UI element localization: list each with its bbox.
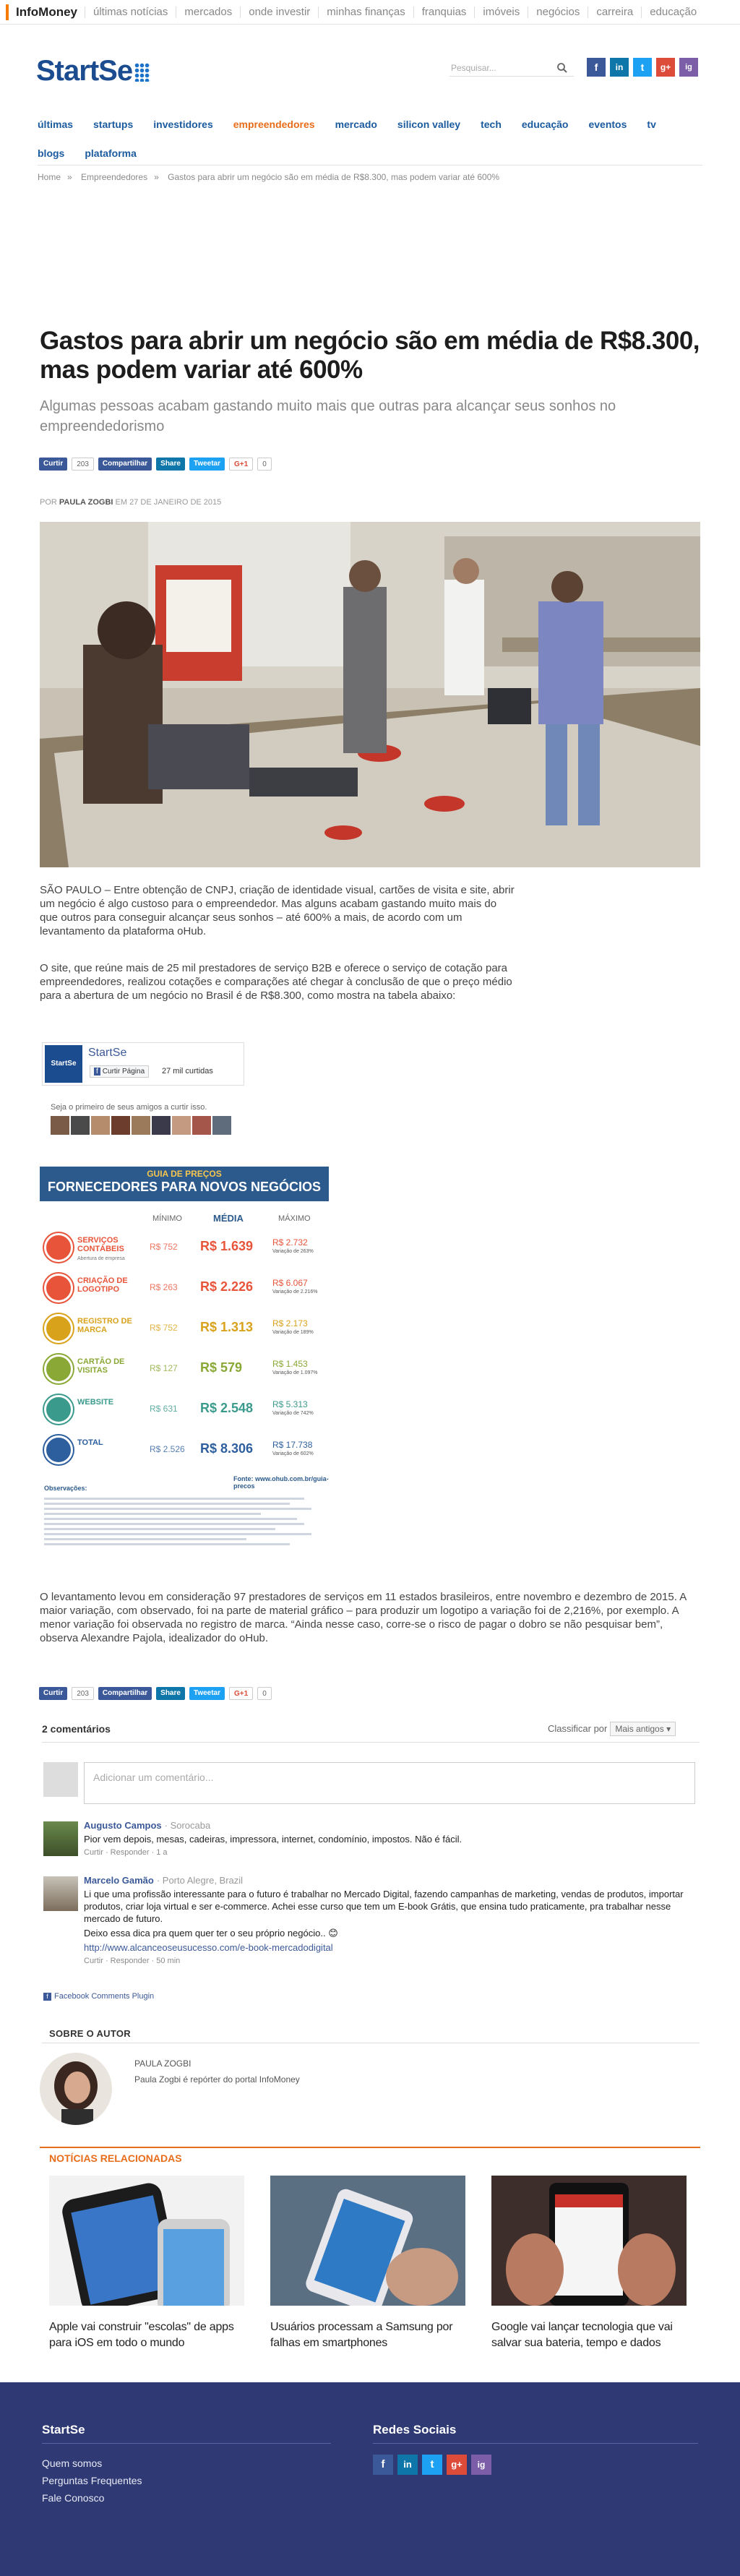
linkedin-share-button[interactable]: Share xyxy=(156,1687,185,1700)
breadcrumb-current: Gastos para abrir um negócio são em média de R$8.300, mas podem variar até 600% xyxy=(168,172,500,182)
comment-actions[interactable]: Curtir · Responder · 1 a xyxy=(84,1848,168,1857)
nav-item[interactable]: empreendedores xyxy=(233,119,315,130)
related-title[interactable]: Usuários processam a Samsung por falhas em smartphones xyxy=(270,2321,453,2349)
top-nav xyxy=(85,7,705,18)
price-min: R$ 263 xyxy=(150,1282,178,1292)
search-input[interactable]: Pesquisar... xyxy=(449,59,574,77)
related-title[interactable]: Apple vai construir "escolas" de apps para iOS em todo o mundo xyxy=(49,2321,234,2349)
price-avg: R$ 8.306 xyxy=(200,1441,254,1456)
price-max: R$ 2.173 xyxy=(272,1318,308,1328)
tweet-button[interactable]: Tweetar xyxy=(189,458,225,471)
price-row xyxy=(40,1230,329,1266)
infomoney-logo[interactable]: InfoMoney xyxy=(6,4,85,20)
price-max: R$ 1.453 xyxy=(272,1359,308,1369)
startse-page-logo: StartSe xyxy=(45,1045,82,1083)
related-article[interactable] xyxy=(491,2176,687,2351)
nav-item[interactable]: investidores xyxy=(153,119,213,130)
price-avg: R$ 2.226 xyxy=(200,1279,254,1294)
price-variation: Variação de 1.097% xyxy=(272,1370,318,1375)
nav-item[interactable]: últimas xyxy=(38,119,74,130)
author-link[interactable]: PAULA ZOGBI xyxy=(59,498,113,507)
linkedin-icon[interactable]: in xyxy=(397,2455,418,2475)
top-nav-item[interactable]: negócios xyxy=(528,7,588,18)
category-sub: Abertura de empresa xyxy=(77,1256,125,1261)
nav-item[interactable]: eventos xyxy=(588,119,627,130)
col-avg-header: MÉDIA xyxy=(213,1213,244,1224)
category-icon xyxy=(44,1435,73,1464)
price-variation: Variação de 263% xyxy=(272,1249,314,1254)
top-nav-item[interactable]: mercados xyxy=(176,7,240,18)
col-max-header: MÁXIMO xyxy=(278,1214,311,1223)
facebook-icon: f xyxy=(94,1068,100,1076)
price-min: R$ 631 xyxy=(150,1404,178,1414)
instagram-icon[interactable]: ig xyxy=(471,2455,491,2475)
footer-link[interactable]: Quem somos xyxy=(42,2457,103,2469)
price-avg: R$ 2.548 xyxy=(200,1401,254,1415)
category-label: CRIAÇÃO DE LOGOTIPO xyxy=(77,1276,128,1294)
article-paragraph: SÃO PAULO – Entre obtenção de CNPJ, criação de identidade visual, cartões de visita e site, abrir um negócio é algo custoso para o empreendedor. Mas alguns acabam gastando muito mais do que outros para conseguir alcançar seus sonhos – até 600% a mais, de acordo com um levantamento da plataforma oHub. xyxy=(40,884,515,937)
top-nav-item[interactable]: últimas notícias xyxy=(85,7,176,18)
comment-actions[interactable]: Curtir · Responder · 50 min xyxy=(84,1957,181,1965)
comment-text: Deixo essa dica pra quem quer ter o seu próprio negócio.. 😊 xyxy=(84,1928,338,1939)
col-min-header: MÍNIMO xyxy=(152,1214,182,1223)
author-photo xyxy=(40,2053,112,2125)
price-max: R$ 2.732 xyxy=(272,1237,308,1248)
avatar xyxy=(43,1876,78,1911)
price-row xyxy=(40,1352,329,1388)
breadcrumb-home[interactable]: Home xyxy=(38,172,61,182)
infographic-notes xyxy=(44,1495,319,1548)
category-label: CARTÃO DE VISITAS xyxy=(77,1357,125,1375)
related-title[interactable]: Google vai lançar tecnologia que vai salvar sua bateria, tempo e dados xyxy=(491,2321,673,2349)
category-icon xyxy=(44,1354,73,1383)
nav-item[interactable]: tech xyxy=(481,119,502,130)
tweet-button[interactable]: Tweetar xyxy=(189,1687,225,1700)
avatar xyxy=(43,1762,78,1797)
fb-share-button[interactable]: Compartilhar xyxy=(98,458,152,471)
related-heading: NOTÍCIAS RELACIONADAS xyxy=(49,2152,182,2164)
linkedin-share-button[interactable]: Share xyxy=(156,458,185,471)
category-icon xyxy=(44,1395,73,1424)
comment-text: Li que uma profissão interessante para o futuro é trabalhar no Mercado Digital, fazendo campanhas de marketing, vendas de produtos, importar produtos, criar loja virtual e ser e-commerce. Achei esse curso que tem um E-book Grátis, que ensina tudo praticamente, pra trabalhar nesse mercado de futuro. xyxy=(84,1889,684,1924)
category-label: REGISTRO DE MARCA xyxy=(77,1317,132,1334)
related-article[interactable] xyxy=(270,2176,465,2351)
google-plus-icon[interactable]: g+ xyxy=(447,2455,467,2475)
breadcrumb: Home » Empreendedores » Gastos para abrir um negócio são em média de R$8.300, mas podem variar até 600% xyxy=(38,172,500,182)
nav-item[interactable]: blogs xyxy=(38,147,65,159)
page-name[interactable]: StartSe xyxy=(88,1047,127,1059)
related-thumbnail xyxy=(491,2176,687,2306)
article-paragraph: O site, que reúne mais de 25 mil prestadores de serviço B2B e oferece o serviço de cotação para empreendedores, realizou cotações e comparações até chegar à conclusão de que o preço médio para a abertura de um negócio no Brasil é de R$8.300, como mostra na tabela abaixo: xyxy=(40,962,512,1002)
nav-item[interactable]: tv xyxy=(647,119,656,130)
author-bio: Paula Zogbi é repórter do portal InfoMoney xyxy=(134,2074,300,2085)
footer-social-title: Redes Sociais xyxy=(373,2423,457,2437)
gplus-button[interactable]: G+1 xyxy=(229,458,253,471)
price-variation: Variação de 189% xyxy=(272,1330,314,1335)
price-max: R$ 17.738 xyxy=(272,1440,313,1450)
footer-title: StartSe xyxy=(42,2423,85,2437)
facebook-comments-plugin[interactable]: f Facebook Comments Plugin xyxy=(43,1992,154,2001)
price-min: R$ 127 xyxy=(150,1363,178,1373)
infographic-subtitle: FORNECEDORES PARA NOVOS NEGÓCIOS xyxy=(47,1180,322,1194)
price-min: R$ 752 xyxy=(150,1323,178,1333)
like-page-button[interactable]: f Curtir Página xyxy=(90,1065,149,1078)
top-nav-item[interactable]: franquias xyxy=(413,7,475,18)
price-max: R$ 5.313 xyxy=(272,1399,308,1409)
category-label: TOTAL xyxy=(77,1438,103,1447)
footer-link[interactable]: Fale Conosco xyxy=(42,2492,105,2504)
comment-sort: Classificar por Mais antigos ▾ xyxy=(548,1722,676,1736)
comments-divider xyxy=(42,1742,700,1743)
commenter-name[interactable]: Augusto Campos xyxy=(84,1820,162,1831)
gplus-button[interactable]: G+1 xyxy=(229,1687,253,1700)
nav-item[interactable]: mercado xyxy=(335,119,377,130)
twitter-icon[interactable]: t xyxy=(633,58,652,77)
top-nav-item[interactable]: onde investir xyxy=(240,7,318,18)
price-avg: R$ 579 xyxy=(200,1360,243,1375)
comment-text: Pior vem depois, mesas, cadeiras, impressora, internet, condomínio, impostos. Não é fácil. xyxy=(84,1834,462,1845)
infographic-title: GUIA DE PREÇOS xyxy=(147,1169,222,1179)
price-min: R$ 2.526 xyxy=(150,1444,185,1454)
category-label: SERVIÇOS CONTÁBEIS xyxy=(77,1236,124,1253)
search-icon[interactable] xyxy=(556,62,568,74)
page-likes: 27 mil curtidas xyxy=(162,1067,213,1076)
facebook-icon: f xyxy=(43,1993,51,2001)
author-heading: SOBRE O AUTOR xyxy=(49,2028,131,2039)
top-nav-item[interactable]: educação xyxy=(641,7,705,18)
top-nav-item[interactable]: carreira xyxy=(588,7,641,18)
price-avg: R$ 1.313 xyxy=(200,1320,254,1334)
price-variation: Variação de 602% xyxy=(272,1451,314,1456)
article-subtitle: Algumas pessoas acabam gastando muito mais que outras para alcançar seus sonhos no empreendedorismo xyxy=(40,398,616,434)
share-bar-top xyxy=(39,457,272,471)
google-plus-icon[interactable]: g+ xyxy=(656,58,675,77)
related-divider xyxy=(40,2147,700,2148)
price-min: R$ 752 xyxy=(150,1242,178,1252)
nav-item[interactable]: silicon valley xyxy=(397,119,461,130)
nav-item[interactable]: educação xyxy=(521,119,569,130)
site-footer xyxy=(0,2382,740,2576)
price-max: R$ 6.067 xyxy=(272,1278,308,1288)
facebook-icon[interactable]: f xyxy=(587,58,606,77)
facebook-page-widget xyxy=(42,1042,244,1136)
top-nav-item[interactable]: imóveis xyxy=(474,7,528,18)
article-photo xyxy=(40,522,700,867)
price-avg: R$ 1.639 xyxy=(200,1239,254,1253)
fb-share-button[interactable]: Compartilhar xyxy=(98,1687,152,1700)
fb-like-button[interactable]: Curtir xyxy=(39,1687,67,1700)
price-row xyxy=(40,1271,329,1307)
nav-item[interactable]: startups xyxy=(93,119,134,130)
fb-like-button[interactable]: Curtir xyxy=(39,458,67,471)
friends-text: Seja o primeiro de seus amigos a curtir isso. xyxy=(51,1103,207,1112)
related-thumbnail xyxy=(270,2176,465,2306)
like-count: 203 xyxy=(72,1687,94,1700)
related-article[interactable] xyxy=(49,2176,244,2351)
category-icon xyxy=(44,1274,73,1302)
category-label: WEBSITE xyxy=(77,1398,114,1407)
comment-count: 2 comentários xyxy=(42,1723,111,1735)
twitter-icon[interactable]: t xyxy=(422,2455,442,2475)
category-icon xyxy=(44,1314,73,1343)
linkedin-icon[interactable]: in xyxy=(610,58,629,77)
infographic-notes-title: Observações: xyxy=(44,1485,87,1492)
friend-avatars xyxy=(51,1116,231,1135)
infographic-source: Fonte: www.ohub.com.br/guia-precos xyxy=(233,1475,329,1490)
gplus-count: 0 xyxy=(257,1687,272,1700)
instagram-icon[interactable]: ig xyxy=(679,58,698,77)
price-row xyxy=(40,1433,329,1469)
commenter-name[interactable]: Marcelo Gamão xyxy=(84,1875,154,1886)
category-icon xyxy=(44,1233,73,1262)
logo-dots-icon xyxy=(134,63,150,82)
top-nav-item[interactable]: minhas finanças xyxy=(318,7,413,18)
price-variation: Variação de 742% xyxy=(272,1411,314,1416)
footer-link[interactable]: Perguntas Frequentes xyxy=(42,2475,142,2486)
main-nav xyxy=(38,110,702,168)
article-paragraph: O levantamento levou em consideração 97 prestadores de serviços em 11 estados brasileiros, entre novembro e dezembro de 2015. A maior variação, com observado, foi na parte de material gráfico – para produzir um logotipo a variação foi de 2,216%, por exemplo. A menor variação foi observada no registro de marca. “Ainda nesse caso, corre-se o risco de pagar o dobro se não pesquisar bem”, observa Alexandre Pajola, idealizador do oHub. xyxy=(40,1591,687,1644)
related-thumbnail xyxy=(49,2176,244,2306)
breadcrumb-section[interactable]: Empreendedores xyxy=(81,172,148,182)
article-title: Gastos para abrir um negócio são em média de R$8.300, mas podem variar até 600% xyxy=(40,327,700,384)
author-name[interactable]: PAULA ZOGBI xyxy=(134,2058,192,2069)
top-bar xyxy=(0,0,740,25)
comment-link[interactable]: http://www.alcanceoseusucesso.com/e-book-mercadodigital xyxy=(84,1942,333,1953)
comment-input[interactable]: Adicionar um comentário... xyxy=(84,1762,695,1804)
price-row xyxy=(40,1311,329,1347)
nav-item[interactable]: plataforma xyxy=(85,147,137,159)
nav-divider xyxy=(38,165,702,166)
price-guide-infographic xyxy=(40,1167,329,1571)
byline: POR PAULA ZOGBI EM 27 DE JANEIRO DE 2015 xyxy=(40,498,222,507)
price-row xyxy=(40,1392,329,1428)
gplus-count: 0 xyxy=(257,458,272,471)
like-count: 203 xyxy=(72,458,94,471)
startse-logo[interactable]: StartSe xyxy=(36,55,150,87)
price-variation: Variação de 2.216% xyxy=(272,1289,318,1295)
sort-select[interactable]: Mais antigos ▾ xyxy=(610,1722,676,1736)
facebook-icon[interactable]: f xyxy=(373,2455,393,2475)
avatar xyxy=(43,1821,78,1856)
share-bar-bottom xyxy=(39,1686,272,1701)
